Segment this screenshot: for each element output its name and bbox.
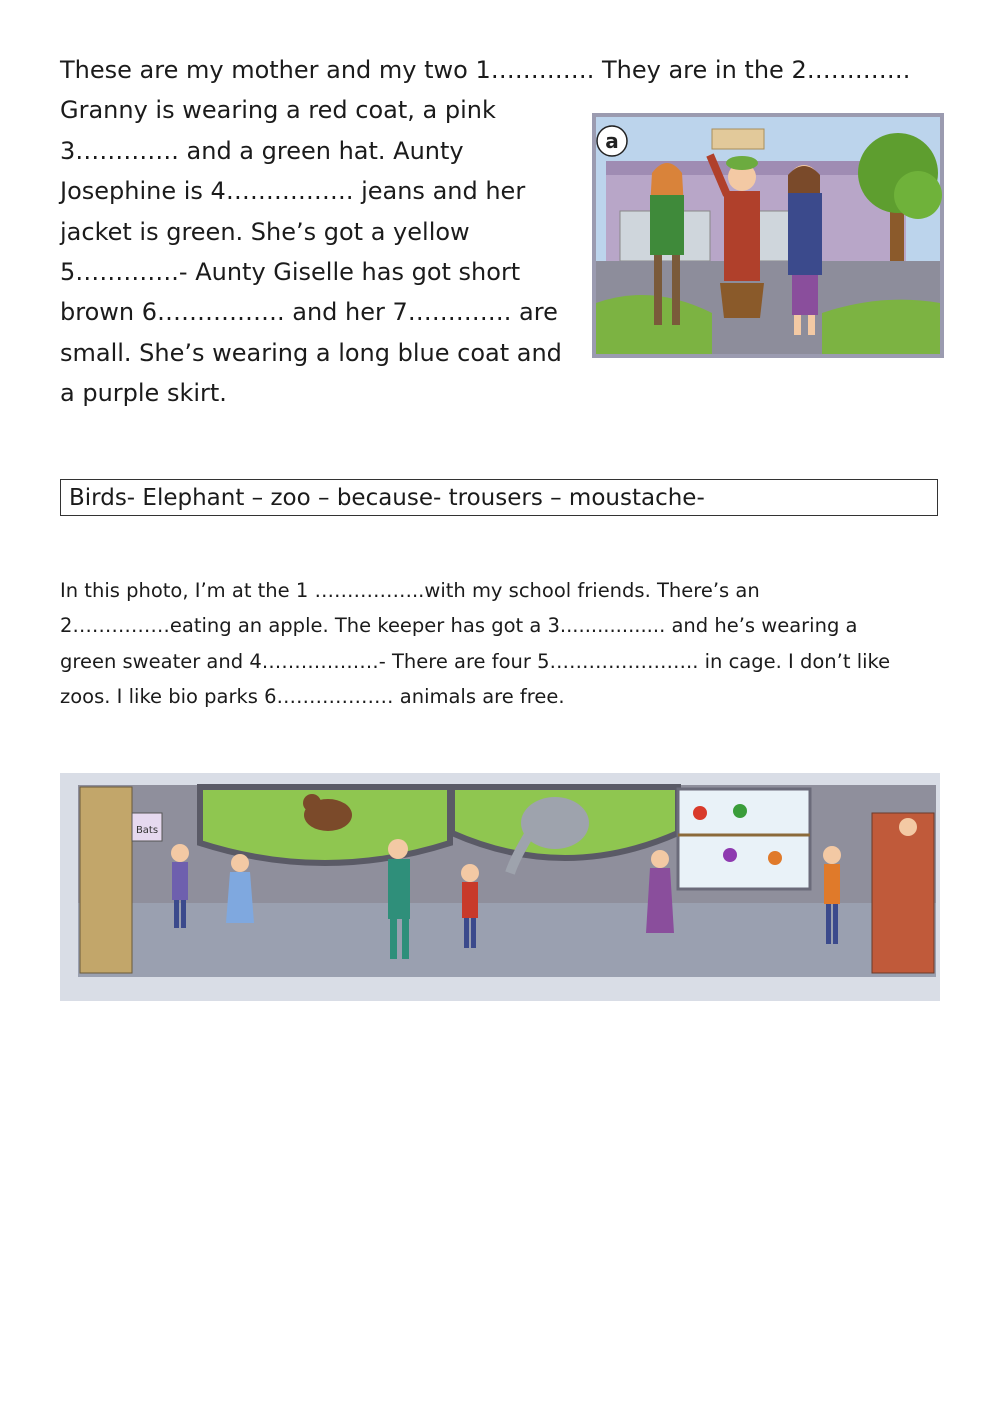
picture-family-outside-building [592, 113, 944, 358]
passage-two-line: zoos. I like bio parks 6……………… animals are free. [60, 684, 565, 708]
word-bank: Birds- Elephant – zoo – because- trousers – moustache- [60, 479, 938, 516]
passage-two-line: green sweater and 4………………- There are four 5………………….. in cage. I don’t like [60, 649, 891, 673]
passage-one-line: a purple skirt. [60, 379, 227, 408]
picture-zoo-scene [60, 773, 940, 1001]
passage-two-line: In this photo, I’m at the 1 ……………..with my school friends. There’s an [60, 579, 760, 602]
passage-one-line: small. She’s wearing a long blue coat and [60, 338, 562, 367]
passage-one-line: These are my mother and my two 1…………. They are in the 2…………. [60, 56, 911, 84]
passage-one-line: brown 6……………. and her 7…………. are [60, 298, 558, 327]
passage-one-line: Josephine is 4……………. jeans and her [60, 177, 526, 206]
passage-one-line: 3…………. and a green hat. Aunty [60, 136, 464, 165]
bats-sign-text: Bats [135, 825, 159, 836]
picture-a-label: a [605, 129, 619, 153]
passage-two-line: 2……………eating an apple. The keeper has got a 3................. and he’s wearing a [60, 614, 858, 638]
passage-one-line: 5………….- Aunty Giselle has got short [60, 258, 521, 287]
passage-one-line: Granny is wearing a red coat, a pink [60, 96, 496, 125]
passage-one-line: jacket is green. She’s got a yellow [60, 217, 470, 246]
passage-two [60, 573, 960, 714]
